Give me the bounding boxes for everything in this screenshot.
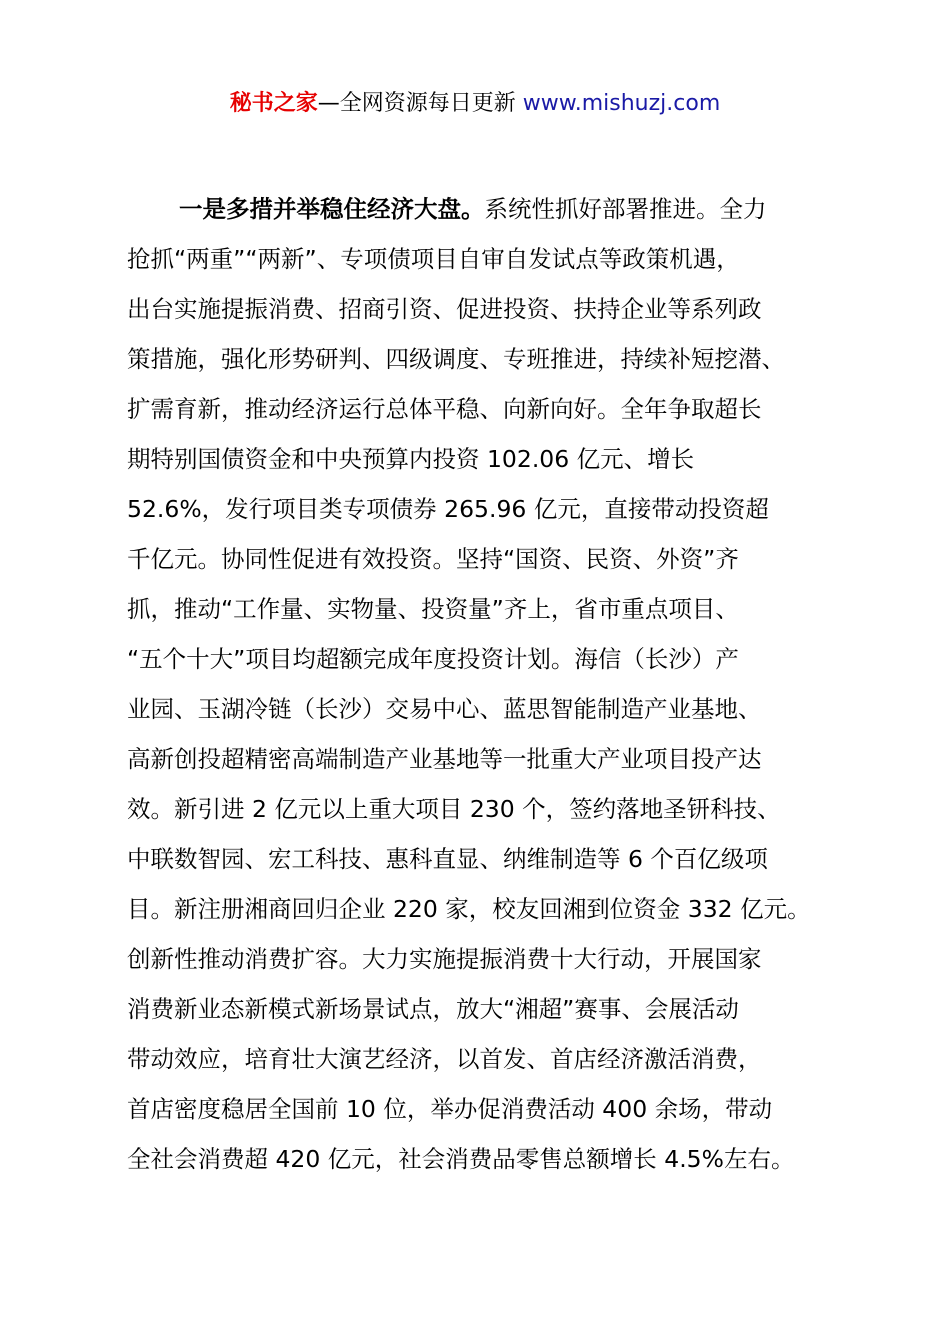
paragraph-line: 消费新业态新模式新场景试点，放大“湘超”赛事、会展活动 (127, 995, 739, 1023)
paragraph-line: “五个十大”项目均超额完成年度投资计划。海信（长沙）产 (127, 645, 739, 673)
site-link[interactable]: www.mishuzj.com (522, 91, 721, 116)
paragraph-line: 业园、玉湖冷链（长沙）交易中心、蓝思智能制造产业基地、 (127, 695, 762, 723)
paragraph-line: 52.6%，发行项目类专项债券 265.96 亿元，直接带动投资超 (127, 495, 769, 523)
paragraph-line: 首店密度稳居全国前 10 位，举办促消费活动 400 余场，带动 (127, 1095, 773, 1123)
paragraph-line: 抢抓“两重”“两新”、专项债项目自审自发试点等政策机遇， (127, 245, 740, 273)
document-header (0, 88, 950, 120)
paragraph-line: 创新性推动消费扩容。大力实施提振消费十大行动，开展国家 (127, 945, 762, 973)
paragraph-line: 目。新注册湘商回归企业 220 家，校友回湘到位资金 332 亿元。 (127, 895, 811, 923)
document-body (127, 184, 837, 1184)
paragraph-line: 期特别国债资金和中央预算内投资 102.06 亿元、增长 (127, 445, 695, 473)
paragraph-line (127, 184, 837, 234)
paragraph-line: 全社会消费超 420 亿元，社会消费品零售总额增长 4.5%左右。 (127, 1145, 795, 1173)
paragraph-line: 带动效应，培育壮大演艺经济，以首发、首店经济激活消费， (127, 1045, 762, 1073)
paragraph-line: 效。新引进 2 亿元以上重大项目 230 个，签约落地圣钘科技、 (127, 795, 781, 823)
brand-name: 秘书之家 (229, 91, 318, 116)
paragraph-line: 扩需育新，推动经济运行总体平稳、向新向好。全年争取超长 (127, 395, 762, 423)
paragraph-line: 出台实施提振消费、招商引资、促进投资、扶持企业等系列政 (127, 295, 762, 323)
paragraph-line: 策措施，强化形势研判、四级调度、专班推进，持续补短挖潜、 (127, 345, 785, 373)
paragraph-line: 高新创投超精密高端制造产业基地等一批重大产业项目投产达 (127, 745, 762, 773)
lead-heading: 一是多措并举稳住经济大盘。 (179, 195, 485, 223)
paragraph-line: 千亿元。协同性促进有效投资。坚持“国资、民资、外资”齐 (127, 545, 739, 573)
header-tagline: —全网资源每日更新 (317, 91, 523, 116)
line-text: 系统性抓好部署推进。全力 (484, 195, 767, 223)
paragraph-line: 中联数智园、宏工科技、惠科直显、纳维制造等 6 个百亿级项 (127, 845, 768, 873)
paragraph-line: 抓，推动“工作量、实物量、投资量”齐上，省市重点项目、 (127, 595, 739, 623)
